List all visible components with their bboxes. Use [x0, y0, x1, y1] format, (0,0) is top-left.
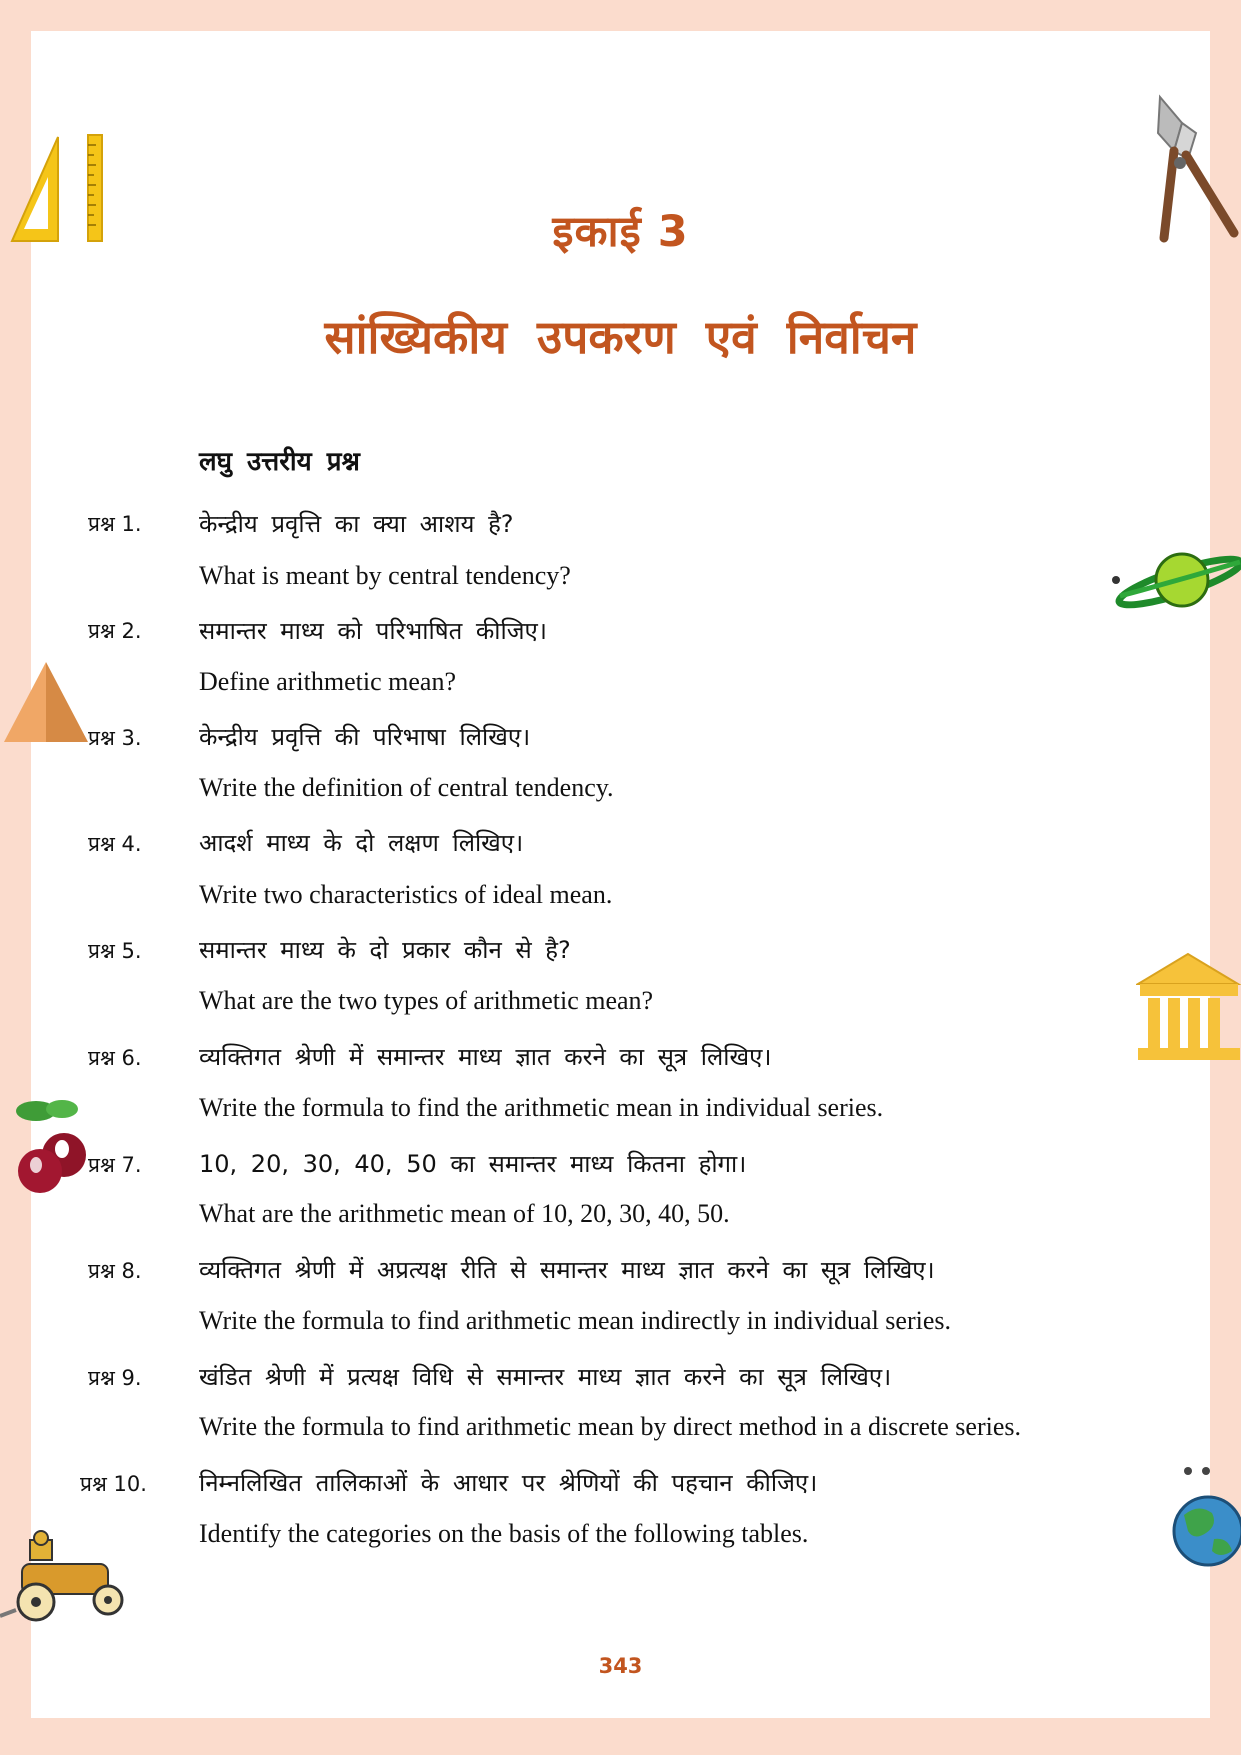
question-label: प्रश्न 6.	[88, 1046, 142, 1070]
question-hindi: केन्द्रीय प्रवृत्ति का क्या आशय है?	[199, 510, 514, 538]
question-english: What are the arithmetic mean of 10, 20, 30, 40, 50.	[199, 1199, 730, 1228]
pyramid-icon	[2, 658, 90, 744]
question-hindi: समान्तर माध्य के दो प्रकार कौन से है?	[199, 936, 571, 964]
question-english: Write the formula to find arithmetic mean indirectly in individual series.	[199, 1306, 952, 1335]
question-label: प्रश्न 3.	[88, 726, 142, 750]
question-label: प्रश्न 2.	[88, 619, 142, 643]
question-english: Write two characteristics of ideal mean.	[199, 880, 613, 909]
question-label: प्रश्न 8.	[88, 1259, 142, 1283]
question-label: प्रश्न 9.	[88, 1366, 142, 1390]
section-heading: लघु उत्तरीय प्रश्न	[199, 447, 360, 477]
page-number: 343	[598, 1654, 643, 1678]
question-hindi: आदर्श माध्य के दो लक्षण लिखिए।	[199, 829, 524, 857]
question-english: What are the two types of arithmetic mean?	[199, 986, 654, 1015]
question-english: Define arithmetic mean?	[199, 667, 456, 696]
old-car-icon	[0, 1530, 130, 1630]
unit-title: इकाई 3	[552, 207, 689, 257]
question-hindi: समान्तर माध्य को परिभाषित कीजिए।	[199, 617, 547, 645]
question-hindi: केन्द्रीय प्रवृत्ति की परिभाषा लिखिए।	[199, 723, 531, 751]
page-sheet	[31, 31, 1210, 1718]
chapter-title: सांख्यिकीय उपकरण एवं निर्वाचन	[324, 310, 917, 364]
question-hindi: व्यक्तिगत श्रेणी में अप्रत्यक्ष रीति से समान्तर माध्य ज्ञात करने का सूत्र लिखिए।	[199, 1256, 935, 1284]
question-label: प्रश्न 10.	[80, 1472, 147, 1496]
cherries-icon	[6, 1095, 90, 1201]
question-label: प्रश्न 1.	[88, 512, 142, 536]
question-english: Write the formula to find the arithmetic mean in individual series.	[199, 1093, 884, 1122]
question-english: What is meant by central tendency?	[199, 561, 571, 590]
question-label: प्रश्न 5.	[88, 939, 142, 963]
question-english: Write the formula to find arithmetic mean by direct method in a discrete series.	[199, 1412, 1021, 1441]
question-hindi: खंडित श्रेणी में प्रत्यक्ष विधि से समान्तर माध्य ज्ञात करने का सूत्र लिखिए।	[199, 1363, 892, 1391]
globe-icon	[1168, 1463, 1241, 1573]
question-english: Identify the categories on the basis of the following tables.	[199, 1519, 809, 1548]
question-hindi: निम्नलिखित तालिकाओं के आधार पर श्रेणियों की पहचान कीजिए।	[199, 1469, 818, 1497]
temple-pillars-icon	[1136, 950, 1241, 1062]
question-label: प्रश्न 7.	[88, 1153, 142, 1177]
question-hindi: व्यक्तिगत श्रेणी में समान्तर माध्य ज्ञात करने का सूत्र लिखिए।	[199, 1043, 772, 1071]
question-english: Write the definition of central tendency.	[199, 773, 614, 802]
question-hindi: 10, 20, 30, 40, 50 का समान्तर माध्य कितना होगा।	[199, 1150, 747, 1178]
question-label: प्रश्न 4.	[88, 832, 142, 856]
planet-saturn-icon	[1110, 540, 1241, 620]
